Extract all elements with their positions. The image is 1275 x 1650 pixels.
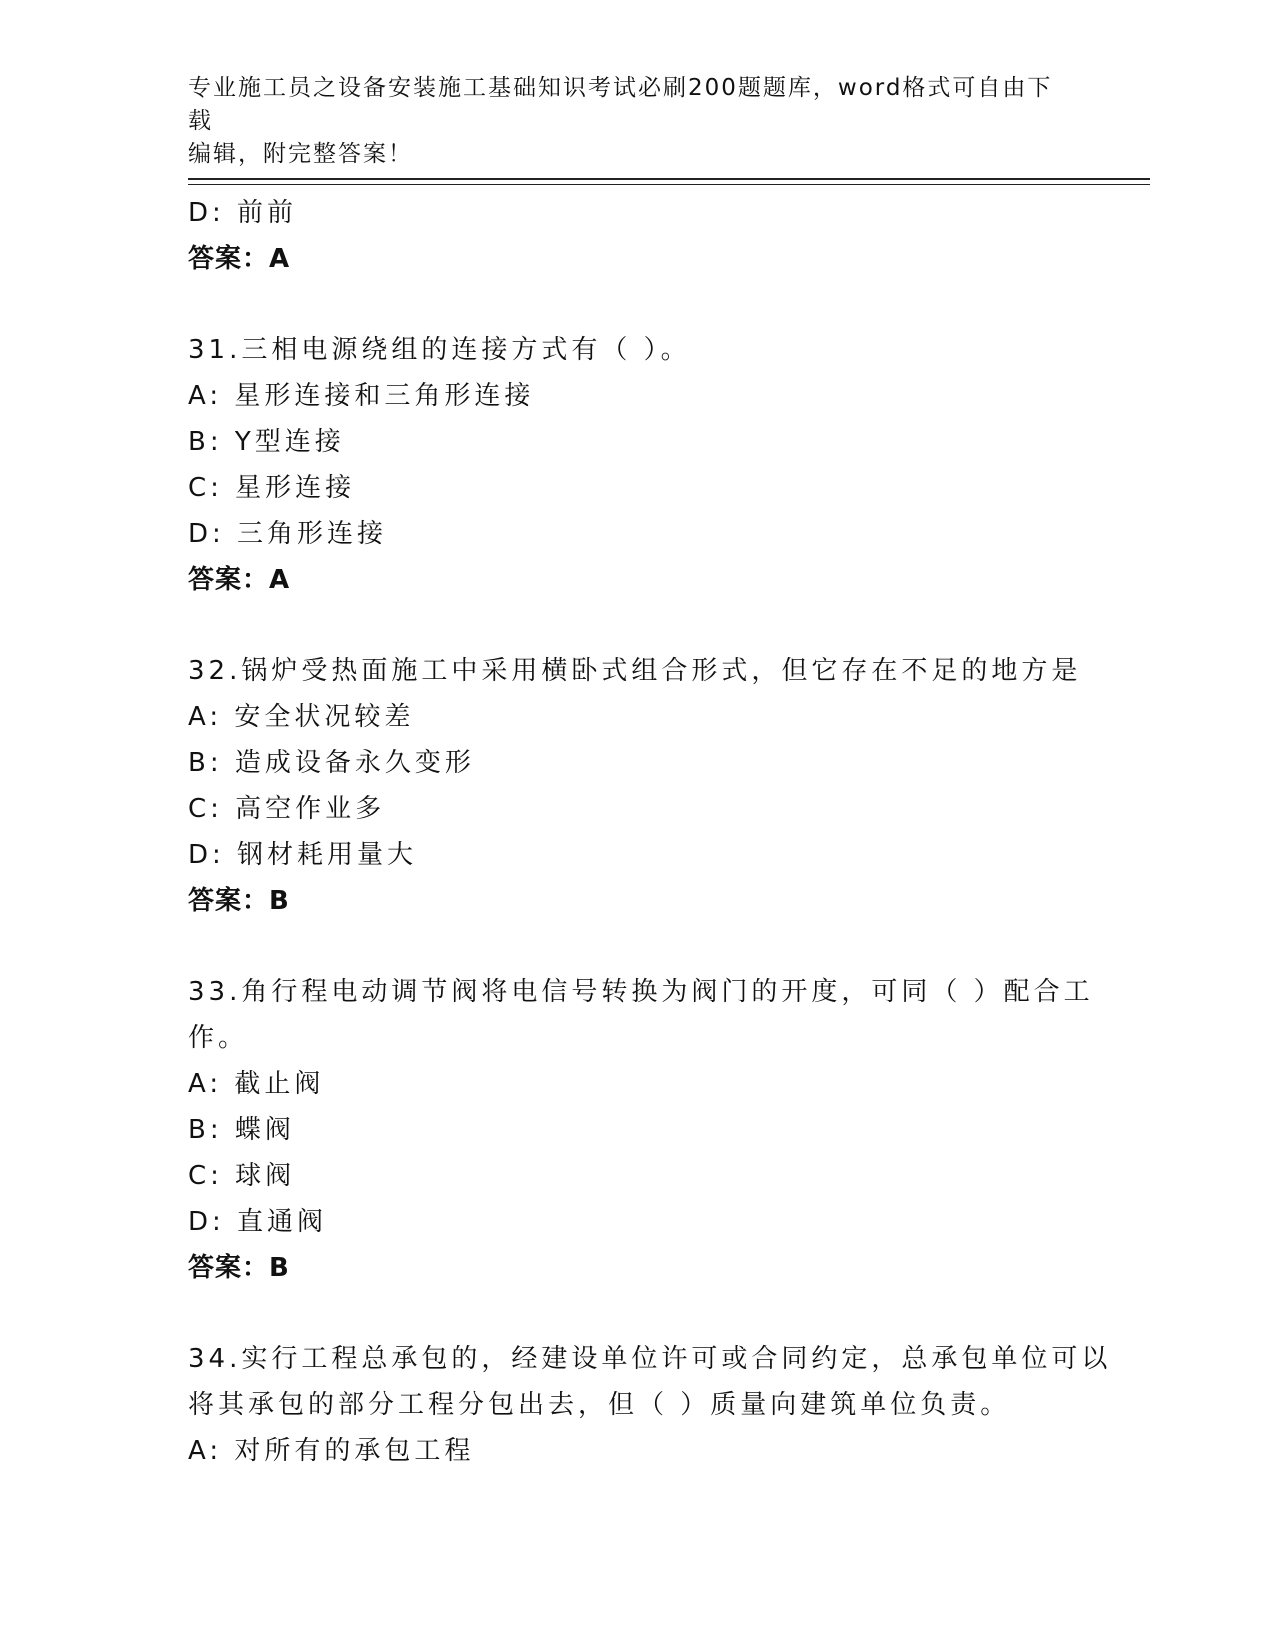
option-a: A: 对所有的承包工程: [188, 1436, 475, 1466]
question-33: [188, 969, 1094, 1291]
option-a: A: 星形连接和三角形连接: [188, 381, 535, 411]
option-b: B: Y型连接: [188, 427, 345, 457]
option-d: D: 直通阀: [188, 1207, 328, 1237]
option-d: D: 前前: [188, 198, 298, 228]
answer-label: 答案：A: [188, 244, 291, 274]
answer-label: 答案：B: [188, 886, 290, 916]
option-c: C: 星形连接: [188, 473, 356, 503]
option-c: C: 高空作业多: [188, 794, 386, 824]
question-31: [188, 327, 1088, 603]
header-line-1: 专业施工员之设备安装施工基础知识考试必刷200题题库，word格式可自由下载: [188, 75, 1053, 134]
option-c: C: 球阀: [188, 1161, 296, 1191]
question-text-line-1: 33.角行程电动调节阀将电信号转换为阀门的开度，可同（ ）配合工: [188, 977, 1094, 1007]
question-text: 32.锅炉受热面施工中采用横卧式组合形式，但它存在不足的地方是: [188, 656, 1082, 686]
question-text-line-2: 作。: [188, 1023, 249, 1053]
option-d: D: 钢材耗用量大: [188, 840, 418, 870]
option-b: B: 造成设备永久变形: [188, 748, 475, 778]
option-a: A: 截止阀: [188, 1069, 325, 1099]
question-34: [188, 1336, 1112, 1474]
question-text-line-2: 将其承包的部分工程分包出去，但（ ）质量向建筑单位负责。: [188, 1390, 1011, 1420]
option-d: D: 三角形连接: [188, 519, 388, 549]
question-text: 31.三相电源绕组的连接方式有（ ）。: [188, 335, 691, 365]
header-divider-thick: [188, 178, 1150, 180]
document-header: [188, 72, 1068, 171]
answer-label: 答案：B: [188, 1253, 290, 1283]
question-text-line-1: 34.实行工程总承包的，经建设单位许可或合同约定，总承包单位可以: [188, 1344, 1112, 1374]
answer-label: 答案：A: [188, 565, 291, 595]
question-32: [188, 648, 1088, 924]
option-b: B: 蝶阀: [188, 1115, 295, 1145]
header-line-2: 编辑，附完整答案！: [188, 141, 413, 167]
option-a: A: 安全状况较差: [188, 702, 415, 732]
question-content: [188, 190, 1112, 1474]
header-divider-thin: [188, 184, 1150, 185]
